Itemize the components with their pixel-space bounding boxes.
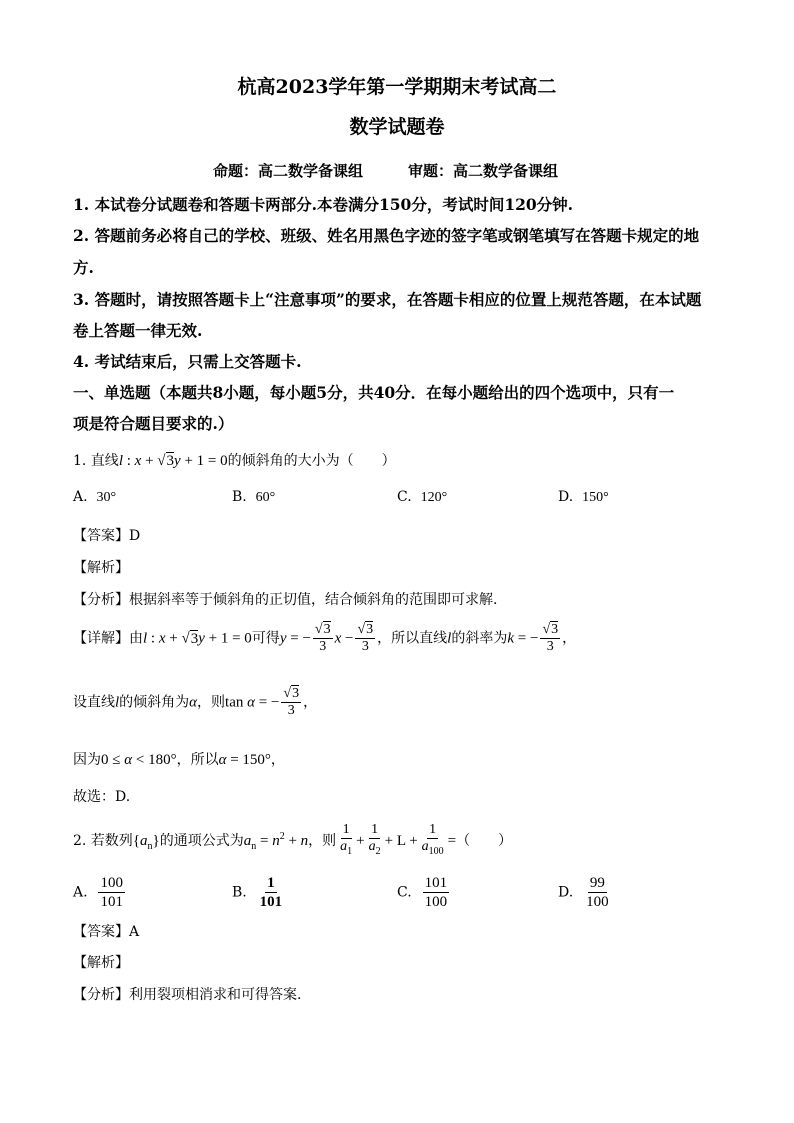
q1-option-a: A. 30° <box>73 489 117 505</box>
q1-analysis-header: 【解析】 <box>73 560 129 576</box>
q1-suffix: 的倾斜角的大小为（ ） <box>227 453 396 469</box>
exam-subtitle: 数学试题卷 <box>349 116 445 138</box>
q1-analysis: 【分析】根据斜率等于倾斜角的正切值，结合倾斜角的范围即可求解. <box>73 592 498 608</box>
q2-option-d: D. $\frac{99}{100}$ <box>558 875 609 910</box>
section-heading-line1: 一、单选题（本题共8小题，每小题5分，共40分．在每小题给出的四个选项中，只有一 <box>73 383 675 402</box>
q1-detail-line3: 因为0 ≤ α < 180°，所以α = 150°， <box>73 752 285 768</box>
q1-answer: 【答案】D <box>73 528 141 544</box>
q2-analysis: 【分析】利用裂项相消求和可得答案. <box>73 987 302 1003</box>
q2-option-a: A. $\frac{100}{101}$ <box>73 875 123 910</box>
q2-analysis-header: 【解析】 <box>73 955 129 971</box>
q1-prefix: 1. 直线 <box>73 453 119 469</box>
instruction-3: 3. 答题时，请按照答题卡上“注意事项”的要求，在答题卡相应的位置上规范答题，在本试题 <box>73 290 702 309</box>
q1-choose: 故选：D. <box>73 789 131 805</box>
exam-title: 杭高2023学年第一学期期末考试高二 <box>237 76 557 98</box>
question-2: 2. 若数列$\{a_n\}$的通项公式为$a_n = n^2 + n$，则 $\frac{1}{a_1}$ + $\frac{1}{a_2}$ + L + $\frac{1}{a_{100}}$ =（ ） <box>73 822 513 857</box>
q1-line-equation: l : x + √3y + 1 = 0 <box>118 453 228 469</box>
q1-option-d: D. 150° <box>558 489 609 505</box>
q1-detail-line1: 【详解】由l : x + √3y + 1 = 0可得y = − $\frac{√3}{3}$ x − $\frac{√3}{3}$ ，所以直线l的斜率为k = − $\frac{√3}{3}$ ， <box>73 622 577 654</box>
q2-answer: 【答案】A <box>73 924 140 940</box>
authors-line: 命题：高二数学备课组 审题：高二数学备课组 <box>213 162 559 180</box>
q1-option-c: C. 120° <box>397 489 448 505</box>
q2-option-b: B. $\frac{1}{101}$ <box>232 875 283 910</box>
q1-option-b: B. 60° <box>232 489 276 505</box>
section-heading-line2: 项是符合题目要求的.） <box>73 414 234 433</box>
instruction-4: 4. 考试结束后，只需上交答题卡. <box>73 352 302 371</box>
instruction-2-cont: 方. <box>73 258 94 277</box>
instruction-2: 2. 答题前务必将自己的学校、班级、姓名用黑色字迹的签字笔或钢笔填写在答题卡规定的地 <box>73 226 700 245</box>
question-1 <box>73 450 396 470</box>
q2-option-c: C. $\frac{101}{100}$ <box>397 875 448 910</box>
instruction-3-cont: 卷上答题一律无效. <box>73 321 203 340</box>
instruction-1: 1. 本试卷分试题卷和答题卡两部分.本卷满分150分，考试时间120分钟. <box>73 195 574 214</box>
q1-detail-line2: 设直线l的倾斜角为α，则tan α = − $\frac{√3}{3}$ ， <box>73 686 318 718</box>
